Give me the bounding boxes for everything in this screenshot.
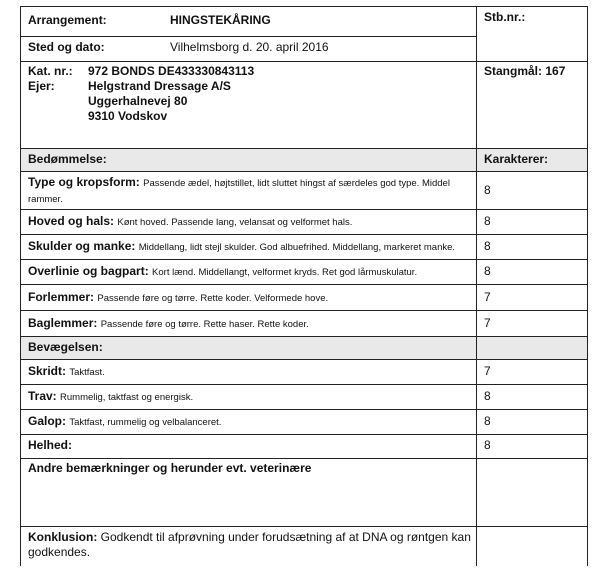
andre-bemaerkninger-label: Andre bemærkninger og herunder evt. veterinære	[28, 461, 312, 475]
ejer-line-2: Uggerhalnevej 80	[88, 94, 188, 108]
bevaegelsen-title: Bevægelsen:	[28, 340, 103, 354]
score-helhed: 8	[484, 438, 491, 452]
criterion-trav: Trav: Rummelig, taktfast og energisk.	[28, 389, 194, 403]
score-trav: 8	[484, 389, 491, 403]
criterion-hoved-og-hals: Hoved og hals: Kønt hoved. Passende lang, velansat og velformet hals.	[28, 214, 353, 228]
sted-value: Vilhelmsborg d. 20. april 2016	[170, 40, 329, 54]
evaluation-form	[20, 6, 588, 566]
score-baglemmer: 7	[484, 316, 491, 330]
ejer-line-3: 9310 Vodskov	[88, 109, 168, 123]
arrangement-value: HINGSTEKÅRING	[170, 13, 271, 27]
bedommelse-title: Bedømmelse:	[28, 152, 107, 166]
konklusion	[28, 530, 473, 560]
criterion-forlemmer: Forlemmer: Passende føre og tørre. Rette koder. Velformede hove.	[28, 290, 329, 304]
karakterer-title: Karakterer:	[484, 152, 549, 166]
konklusion-text: Godkendt til afprøvning under forudsætning af at DNA og røntgen kan godkendes.	[28, 530, 471, 559]
score-forlemmer: 7	[484, 290, 491, 304]
konklusion-label: Konklusion:	[28, 530, 98, 544]
helhed-label: Helhed:	[28, 438, 73, 452]
score-overlinie-og-bagpart: 8	[484, 264, 491, 278]
bevaegelsen-header-band	[21, 336, 587, 359]
criterion-type-og-kropsform: Type og kropsform: Passende ædel, højtstillet, lidt sluttet hingst af særdeles god type. Middel rammer.	[28, 175, 450, 205]
stb-nr-label: Stb.nr.:	[484, 10, 526, 24]
arrangement-label: Arrangement:	[28, 13, 107, 27]
criterion-overlinie-og-bagpart: Overlinie og bagpart: Kort lænd. Middellangt, velformet kryds. Ret god lårmuskulatur.	[28, 264, 418, 278]
sted-label: Sted og dato:	[28, 40, 105, 54]
score-type-og-kropsform: 8	[484, 183, 491, 197]
score-galop: 8	[484, 414, 491, 428]
criterion-baglemmer: Baglemmer: Passende føre og tørre. Rette haser. Rette koder.	[28, 316, 309, 330]
stangmaal: Stangmål: 167	[484, 64, 566, 78]
criterion-skulder-og-manke: Skulder og manke: Middellang, lidt stejl skulder. God albuefrihed. Middellang, markeret manke.	[28, 239, 456, 253]
kat-value: 972 BONDS DE433330843113	[88, 64, 255, 78]
criterion-skridt: Skridt: Taktfast.	[28, 364, 105, 378]
kat-label: Kat. nr.:	[28, 64, 73, 78]
score-hoved-og-hals: 8	[484, 214, 491, 228]
ejer-label: Ejer:	[28, 79, 55, 93]
score-skulder-og-manke: 8	[484, 239, 491, 253]
ejer-line-1: Helgstrand Dressage A/S	[88, 79, 231, 93]
score-skridt: 7	[484, 364, 491, 378]
criterion-galop: Galop: Taktfast, rummelig og velbalanceret.	[28, 414, 222, 428]
